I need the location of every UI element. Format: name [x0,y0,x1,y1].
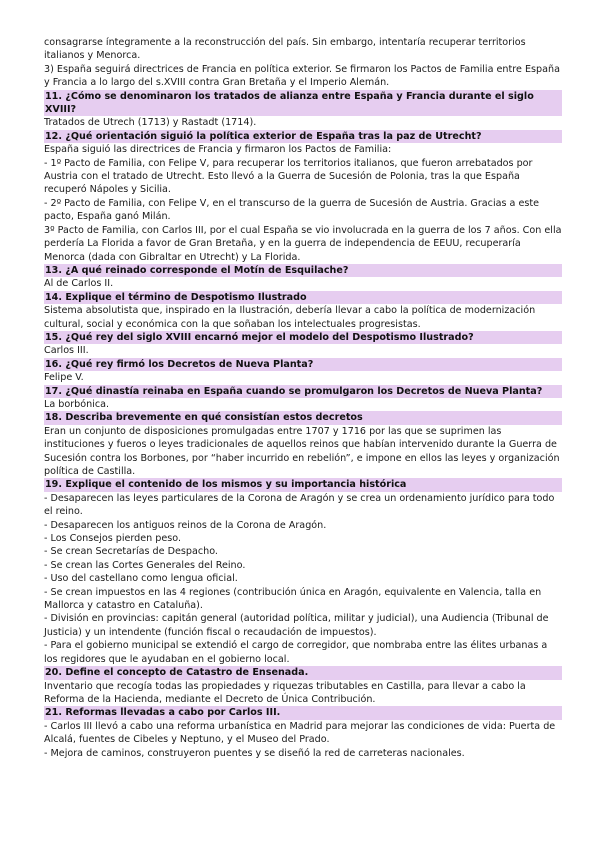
answer-line: Felipe V. [44,372,84,384]
question-heading: 13. ¿A qué reinado corresponde el Motín de Esquilache? [44,264,562,277]
answer-line: - Desaparecen los antiguos reinos de la Corona de Aragón. [44,519,327,531]
question-heading: 15. ¿Qué rey del siglo XVIII encarnó mejor el modelo del Despotismo Ilustrado? [44,331,562,344]
question-heading: 19. Explique el contenido de los mismos y su importancia histórica [44,478,562,491]
intro-paragraph: consagrarse íntegramente a la reconstrucción del país. Sin embargo, intentaría recuperar territorios italianos y Menorca. [44,37,526,62]
answer-line: Carlos III. [44,345,89,357]
answer-line: - Se crean impuestos en las 4 regiones (contribución única en Aragón, equivalente en Valencia, talla en Mallorca y catastro en Cataluña). [44,586,542,612]
answer-line: - 1º Pacto de Familia, con Felipe V, para recuperar los territorios italianos, que fueron arrebatados por Austria con el tratado de Utrecht. Esto llevó a la Guerra de Sucesión de Polonia, tras la que España recuperó Nápoles y Sicilia. [44,157,533,196]
intro-paragraph: 3) España seguirá directrices de Francia en política exterior. Se firmaron los Pactos de Familia entre España y Francia a lo largo del s.XVIII contra Gran Bretaña y el Imperio Alemán. [44,63,560,89]
answer-line: Sistema absolutista que, inspirado en la Ilustración, debería llevar a cabo la política de modernización cultural, social y económica con la que soñaban los intelectuales progresistas. [44,305,536,330]
question-heading: 20. Define el concepto de Catastro de Ensenada. [44,666,562,679]
answer-line: - Carlos III llevó a cabo una reforma urbanística en Madrid para mejorar las condiciones de vida: Puerta de Alcalá, fuentes de Cibeles y Neptuno, y el Museo del Prado. [44,720,556,746]
answer-line: - Desaparecen las leyes particulares de la Corona de Aragón y se crea un ordenamiento jurídico para todo el reino. [44,492,555,518]
question-heading: 18. Describa brevemente en qué consistían estos decretos [44,411,562,424]
answer-line: Al de Carlos II. [44,278,114,290]
answer-line: Inventario que recogía todas las propiedades y riquezas tributables en Castilla, para llevar a cabo la Reforma de la Hacienda, mediante el Decreto de Única Contribución. [44,680,526,705]
answer-line: Tratados de Utrech (1713) y Rastadt (1714). [44,117,257,129]
question-heading: 16. ¿Qué rey firmó los Decretos de Nueva Planta? [44,358,562,371]
answer-line: - Para el gobierno municipal se extendió el cargo de corregidor, que nombraba entre las élites urbanas a los regidores que le ayudaban en el gobierno local. [44,640,548,665]
answer-line: - Se crean Secretarías de Despacho. [44,546,218,558]
answer-line: - Uso del castellano como lengua oficial. [44,573,238,585]
answer-line: España siguió las directrices de Francia y firmaron los Pactos de Familia: [44,144,392,156]
answer-line: - División en provincias: capitán general (autoridad política, militar y judicial), una Audiencia (Tribunal de Justicia) y un intendente (función fiscal o recaudación de impuestos). [44,613,549,638]
question-heading: 17. ¿Qué dinastía reinaba en España cuando se promulgaron los Decretos de Nueva Planta? [44,385,562,398]
answer-line: - Se crean las Cortes Generales del Reino. [44,559,246,571]
answer-line: - Los Consejos pierden peso. [44,533,182,545]
answer-line: 3º Pacto de Familia, con Carlos III, por el cual España se vio involucrada en la guerra de los 7 años. Con ella perdería La Florida a favor de Gran Bretaña, y en la guerra de independencia de EEUU, recuperaría Menorca (dada con Gibraltar en Utrecht) y La Florida. [44,224,562,263]
answer-line: - 2º Pacto de Familia, con Felipe V, en el transcurso de la guerra de Sucesión de Austria. Gracias a este pacto, España ganó Milán. [44,197,540,223]
question-heading: 14. Explique el término de Despotismo Ilustrado [44,291,562,304]
question-heading: 21. Reformas llevadas a cabo por Carlos III. [44,706,562,719]
answer-line: La borbónica. [44,398,110,410]
question-heading: 11. ¿Cómo se denominaron los tratados de alianza entre España y Francia durante el siglo XVIII? [44,90,562,117]
question-heading: 12. ¿Qué orientación siguió la política exterior de España tras la paz de Utrecht? [44,130,562,143]
document-page [44,36,562,760]
answer-line: Eran un conjunto de disposiciones promulgadas entre 1707 y 1716 por las que se suprimen las instituciones y fueros o leyes tradicionales de aquellos reinos que habían intervenido durante la Guerra de Sucesión contra los Borbones, por “haber incurrido en rebelión”, e impone en ellos las leyes y organización política de Castilla. [44,425,560,477]
answer-line: - Mejora de caminos, construyeron puentes y se diseñó la red de carreteras nacionales. [44,747,465,759]
